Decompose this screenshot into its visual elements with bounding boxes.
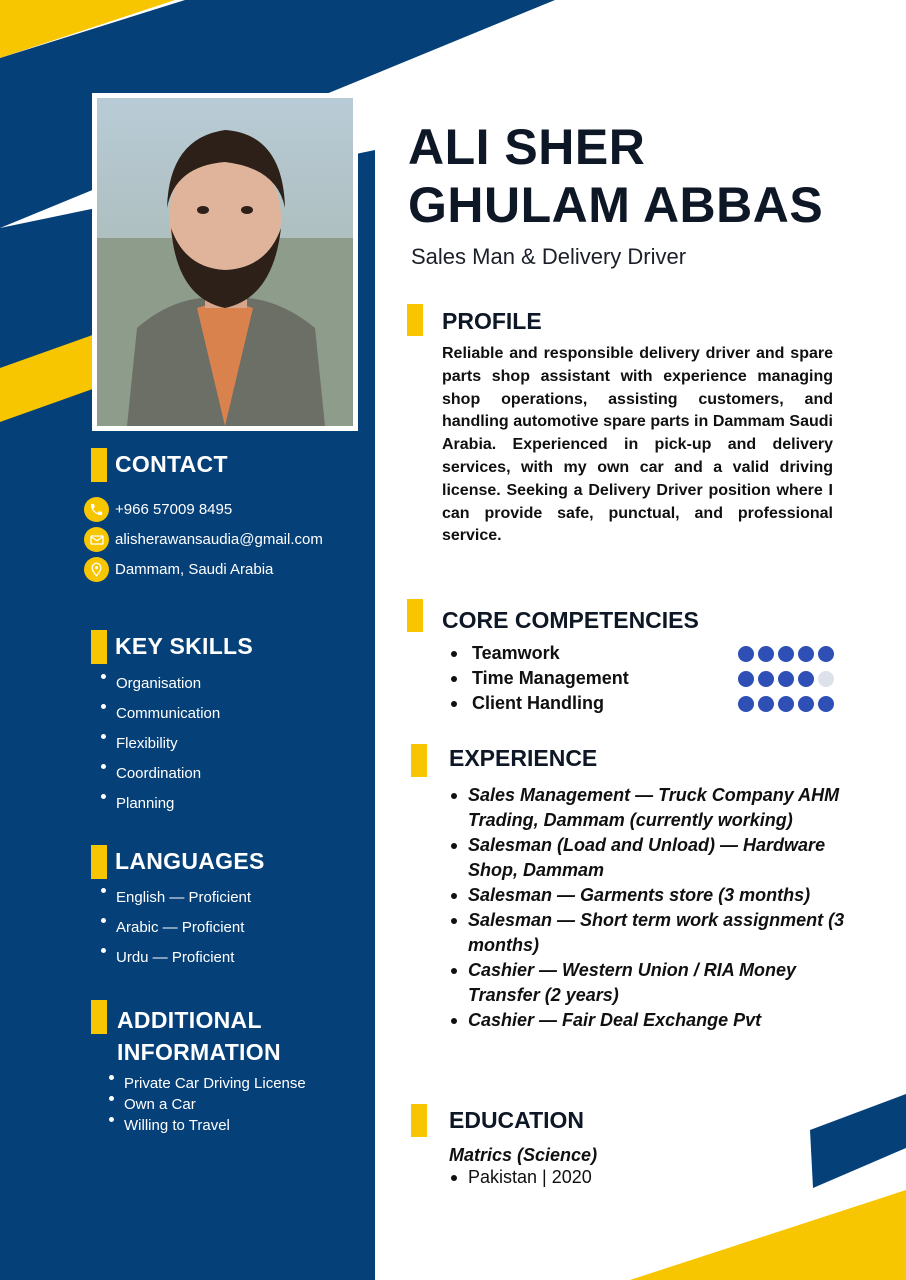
rating-dot-filled	[758, 646, 774, 662]
list-item: Urdu — Proficient	[100, 948, 251, 978]
location-pin-icon	[84, 557, 109, 582]
bullet-icon	[451, 651, 457, 657]
rating-dot-filled	[818, 696, 834, 712]
additional-title-line1: ADDITIONAL	[117, 1007, 262, 1033]
list-item: Planning	[100, 794, 220, 824]
name-line-1: ALI SHER	[408, 119, 646, 175]
rating-dot-filled	[778, 646, 794, 662]
list-item: Flexibility	[100, 734, 220, 764]
languages-list	[100, 888, 251, 978]
rating-dot-filled	[758, 671, 774, 687]
languages-title: LANGUAGES	[115, 848, 265, 874]
competency-item	[448, 666, 834, 691]
bullet-icon	[451, 1175, 457, 1181]
bullet-icon	[451, 676, 457, 682]
key-skills-list	[100, 674, 220, 824]
additional-accent-bar	[91, 1000, 107, 1034]
experience-item: Cashier — Western Union / RIA Money Transfer (2 years)	[448, 958, 848, 1008]
job-title: Sales Man & Delivery Driver	[411, 244, 687, 269]
rating-dots	[738, 696, 834, 712]
rating-dot-filled	[798, 696, 814, 712]
rating-dot-filled	[798, 646, 814, 662]
rating-dot-filled	[818, 646, 834, 662]
rating-dots	[738, 671, 834, 687]
contact-accent-bar	[91, 448, 107, 482]
experience-accent-bar	[411, 744, 427, 777]
experience-title: EXPERIENCE	[449, 745, 598, 771]
experience-item: Salesman — Short term work assignment (3 months)	[448, 908, 848, 958]
rating-dot-filled	[738, 696, 754, 712]
bottom-right-yellow-corner	[630, 1190, 906, 1280]
competency-label: Teamwork	[472, 643, 560, 663]
contact-title: CONTACT	[115, 451, 228, 477]
email-icon	[84, 527, 109, 552]
name-line-2: GHULAM ABBAS	[408, 177, 824, 233]
languages-accent-bar	[91, 845, 107, 879]
education-degree: Matrics (Science)	[449, 1145, 598, 1165]
list-item: English — Proficient	[100, 888, 251, 918]
rating-dot-empty	[818, 671, 834, 687]
contact-location-text: Dammam, Saudi Arabia	[115, 561, 274, 578]
profile-accent-bar	[407, 304, 423, 336]
rating-dots	[738, 646, 834, 662]
rating-dot-filled	[778, 671, 794, 687]
competency-label: Time Management	[472, 668, 629, 688]
competencies-accent-bar	[407, 599, 423, 632]
competency-item	[448, 691, 834, 716]
profile-title: PROFILE	[442, 308, 542, 334]
experience-list	[448, 783, 848, 1033]
contact-location[interactable]	[84, 557, 273, 582]
list-item: Own a Car	[108, 1096, 306, 1117]
experience-item: Cashier — Fair Deal Exchange Pvt	[448, 1008, 848, 1033]
list-item: Private Car Driving License	[108, 1075, 306, 1096]
competencies-list	[448, 641, 834, 716]
competency-item	[448, 641, 834, 666]
contact-email-text: alisherawansaudia@gmail.com	[115, 531, 323, 548]
rating-dot-filled	[758, 696, 774, 712]
phone-icon	[84, 497, 109, 522]
key-skills-accent-bar	[91, 630, 107, 664]
additional-list	[108, 1075, 306, 1138]
list-item: Organisation	[100, 674, 220, 704]
competency-label: Client Handling	[472, 693, 604, 713]
experience-item: Sales Management — Truck Company AHM Trading, Dammam (currently working)	[448, 783, 848, 833]
bottom-right-navy-band	[810, 1094, 906, 1188]
contact-email[interactable]	[84, 527, 323, 552]
education-title: EDUCATION	[449, 1107, 585, 1133]
candidate-name	[408, 118, 823, 234]
rating-dot-filled	[778, 696, 794, 712]
education-detail	[451, 1167, 592, 1188]
rating-dot-filled	[738, 671, 754, 687]
profile-summary: Reliable and responsible delivery driver and spare parts shop assistant with experience managing shop operations, assisting customers, and handling automotive spare parts in Dammam Saudi Arabia. Experienced in pick-up and delivery services, with my own car and a valid driving license. Seeking a Delivery Driver position where I can provide safe, punctual, and professional service.	[442, 345, 833, 545]
additional-title-line2: INFORMATION	[117, 1039, 281, 1065]
experience-item: Salesman — Garments store (3 months)	[448, 883, 848, 908]
education-accent-bar	[411, 1104, 427, 1137]
contact-phone[interactable]	[84, 497, 232, 522]
rating-dot-filled	[738, 646, 754, 662]
key-skills-title: KEY SKILLS	[115, 633, 254, 659]
list-item: Communication	[100, 704, 220, 734]
experience-item: Salesman (Load and Unload) — Hardware Shop, Dammam	[448, 833, 848, 883]
education-detail-text: Pakistan | 2020	[468, 1167, 592, 1187]
list-item: Arabic — Proficient	[100, 918, 251, 948]
list-item: Coordination	[100, 764, 220, 794]
competencies-title: CORE COMPETENCIES	[442, 607, 699, 633]
additional-title	[117, 1004, 281, 1068]
rating-dot-filled	[798, 671, 814, 687]
contact-phone-text: +966 57009 8495	[115, 501, 233, 518]
profile-photo	[92, 93, 358, 431]
list-item: Willing to Travel	[108, 1117, 306, 1138]
bullet-icon	[451, 701, 457, 707]
